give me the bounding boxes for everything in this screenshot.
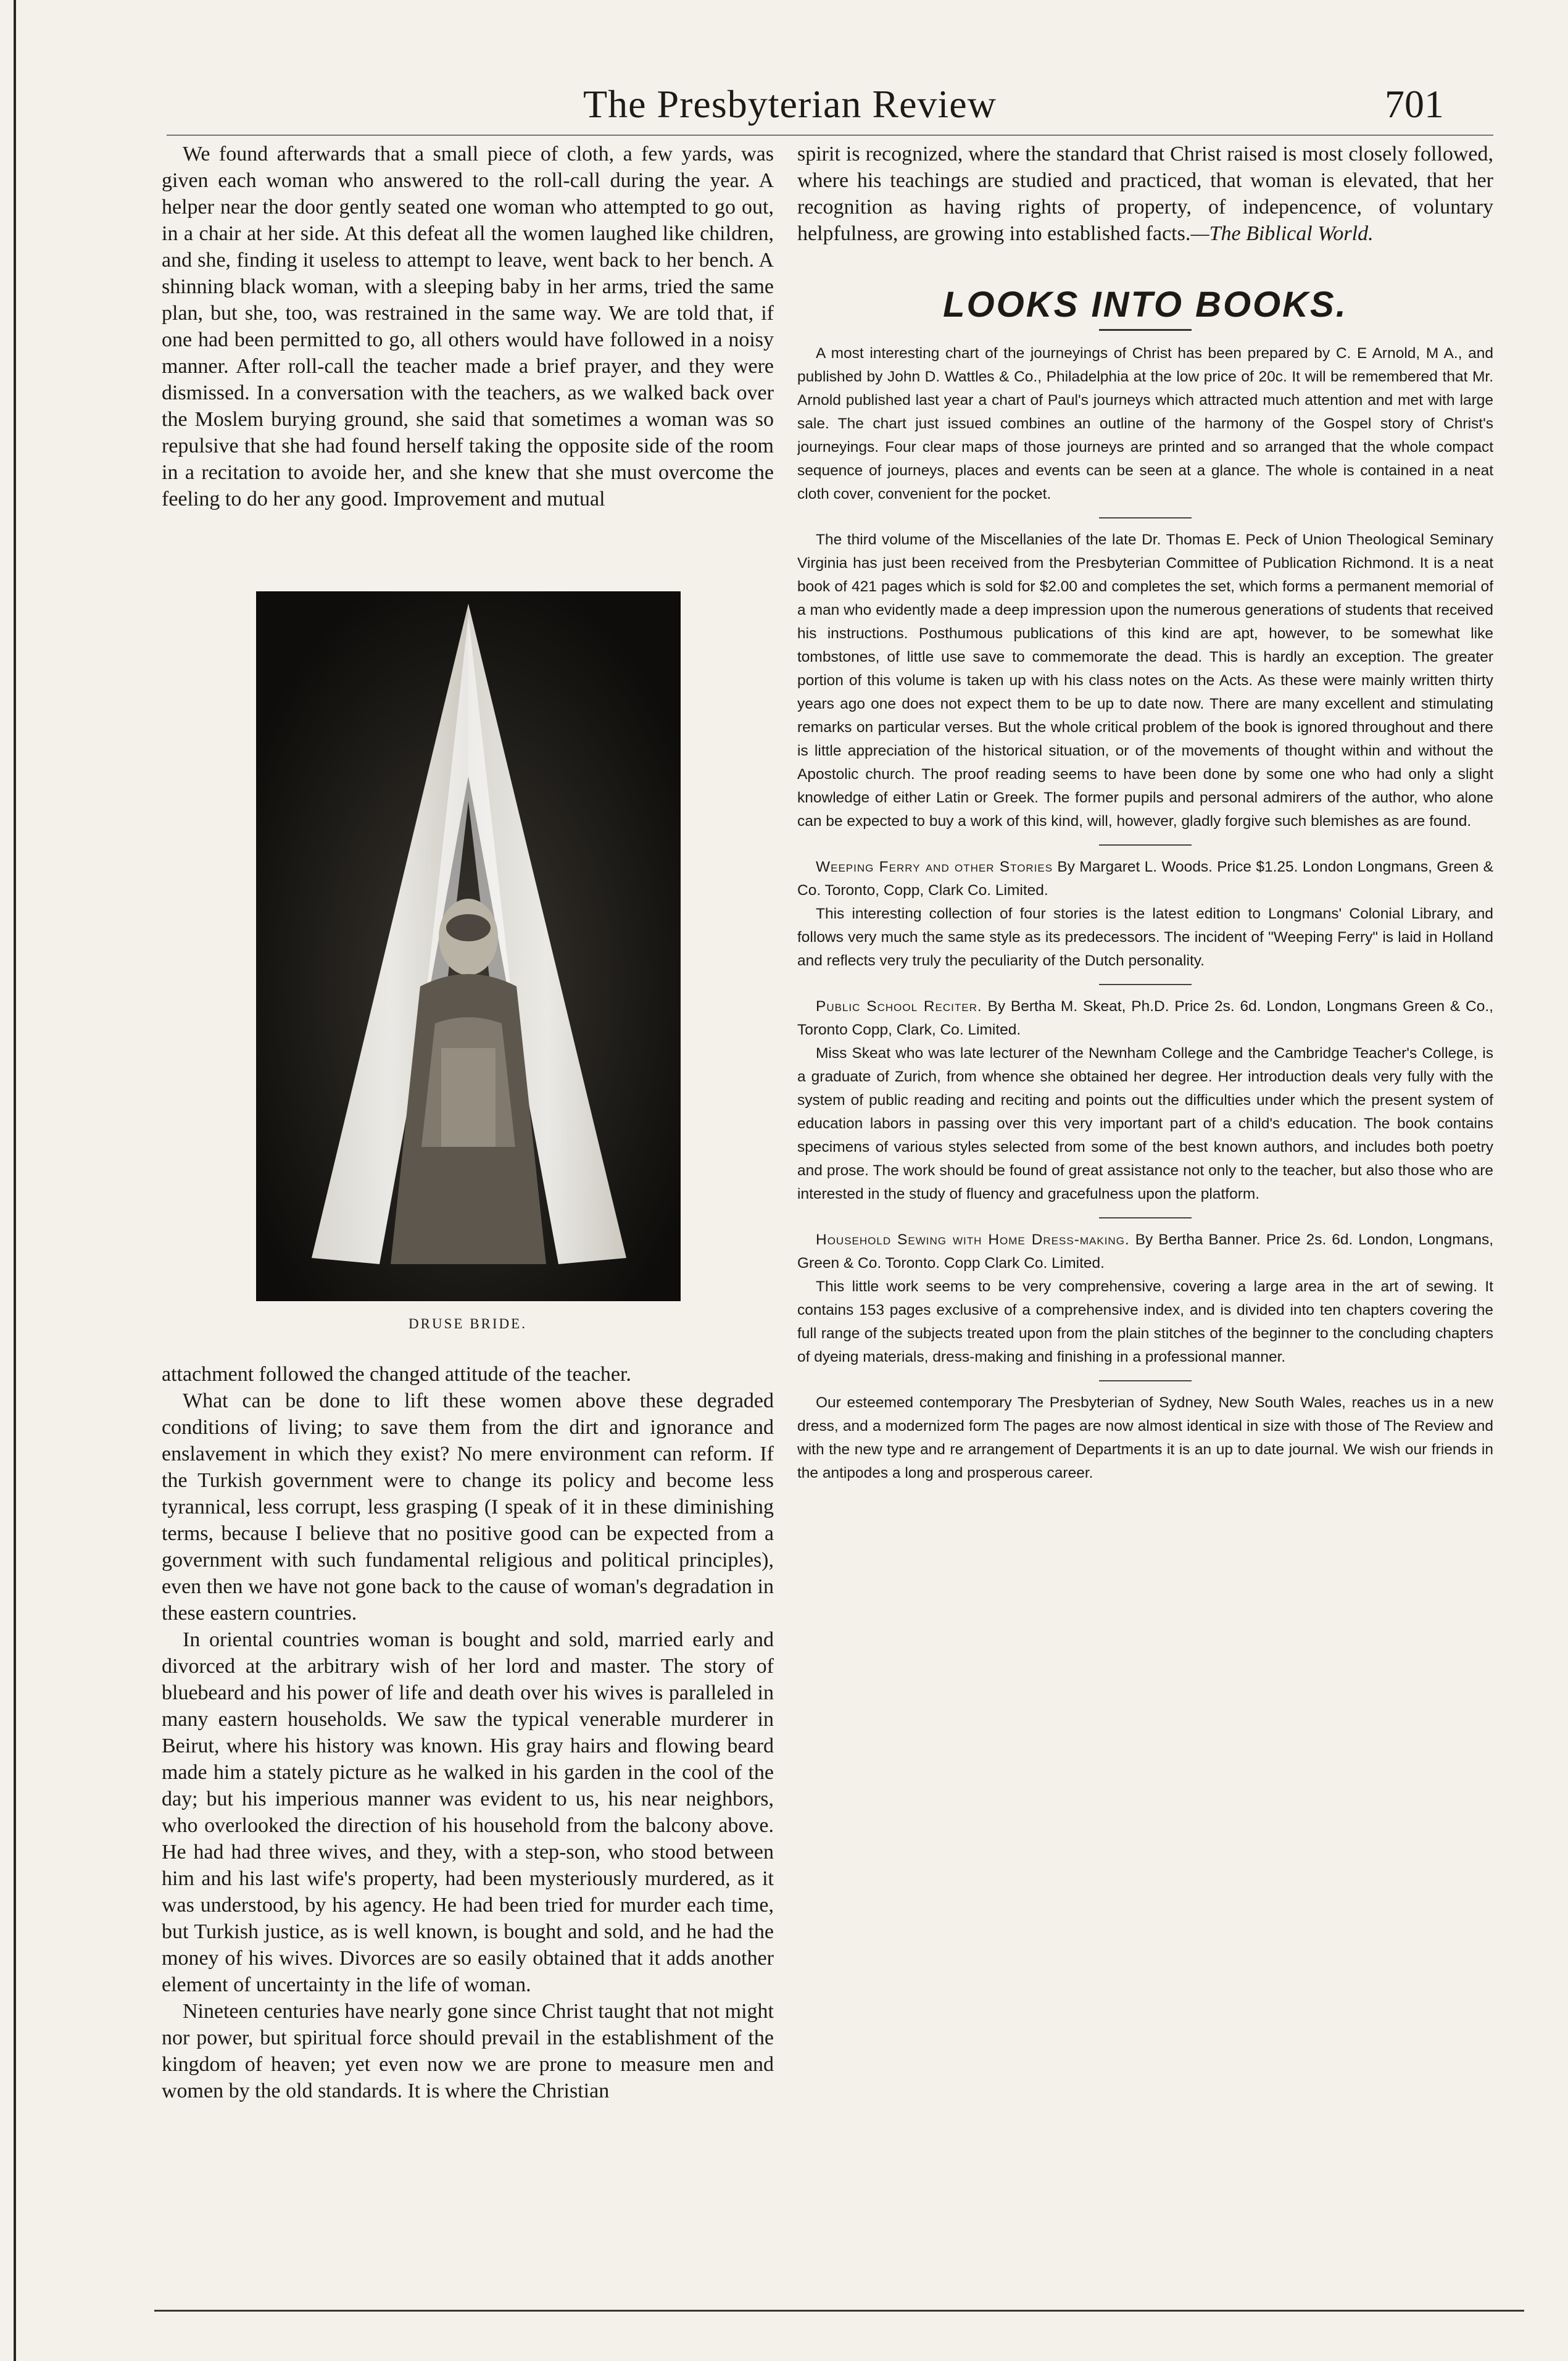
right-column bbox=[797, 141, 1493, 1485]
review-1: A most interesting chart of the journeyings of Christ has been prepared by C. E Arnold, M A., and published by John D. Wattles & Co., Philadelphia at the low price of 20c. It will be remembered that Mr. Arnold published last year a chart of Paul's journeys which attracted much attention and met with large sale. The chart just issued combines an outline of the harmony of the Gospel story of Christ's journeyings. Four clear maps of those journeys are printed and so arranged that the whole compact sequence of journeys, places and events can be seen at a glance. The whole is contained in a neat cloth cover, convenient for the pocket. bbox=[797, 345, 1493, 502]
photo-illustration bbox=[256, 591, 681, 1301]
druse-bride-photo bbox=[256, 591, 681, 1301]
left-paragraph-1: We found afterwards that a small piece of cloth, a few yards, was given each woman who answered to the roll-call during the year. A helper near the door gently seated one woman who attempted to go out, in a chair at her side. At this defeat all the women laughed like children, and she, finding it useless to attempt to leave, went back to her bench. A shinning black woman, with a sleeping baby in her arms, tried the same plan, but she, too, was restrained in the same way. We are told that, if one had been permitted to go, all others would have followed in a noisy manner. After roll-call the teacher made a brief prayer, and they were dismissed. In a conversation with the teachers, as we walked back over the Moslem burying ground, she said that sometimes a woman was so repulsive that she had found herself taking the opposite side of the room in a recitation to avoide her, and she knew that she must overcome the feeling to do her any good. Improvement and mutual bbox=[162, 143, 774, 510]
section-heading: LOOKS INTO BOOKS. bbox=[943, 285, 1348, 325]
review-2: The third volume of the Miscellanies of the late Dr. Thomas E. Peck of Union Theological Seminary Virginia has just been received from the Presbyterian Committee of Publication Richmond. It is a neat book of 421 pages which is sold for $2.00 and completes the set, which forms a permanent memorial of a man who evidently made a deep impression upon the numerous generations of students that received his instructions. Posthumous publications of this kind are apt, however, to be somewhat like tombstones, of little use save to commemorate the dead. This is hardly an exception. The greater portion of this volume is taken up with his class notes on the Acts. As these were mainly written thirty years ago one does not expect them to be up to date now. There are many excellent and stimulating remarks on particular verses. But the whole critical problem of the book is ignored throughout and there is little appreciation of the historical situation, or of the movements of thought within and without the Apostolic church. The proof reading seems to have been done by some one who had only a slight knowledge of either Latin or Greek. The former pupils and personal admirers of the author, who alone can be expected to buy a work of this kind, will, however, gladly forgive such blemishes as are found. bbox=[797, 531, 1493, 830]
separator-rule bbox=[1099, 984, 1192, 985]
review-6: Our esteemed contemporary The Presbyterian of Sydney, New South Wales, reaches us in a new dress, and a modernized form The pages are now almost identical in size with those of The Review and with the new type and re arrangement of Departments it is an up to date journal. We wish our friends in the antipodes a long and prosperous career. bbox=[797, 1394, 1493, 1481]
page-number: 701 bbox=[1385, 82, 1444, 126]
separator-rule bbox=[1099, 844, 1192, 846]
continued-text: spirit is recognized, where the standard that Christ raised is most closely followed, where his teachings are studied and practiced, that woman is elevated, that her recognition as having rights of property, of indepencence, of voluntary helpfulness, are growing into established facts. bbox=[797, 143, 1493, 245]
review-3-heading bbox=[797, 856, 1493, 902]
review-3-body: This interesting collection of four stories is the latest edition to Longmans' Colonial Library, and follows very much the same style as its predecessors. The incident of "Weeping Ferry" is laid in Holland and reflects very truly the peculiarity of the Dutch personality. bbox=[797, 906, 1493, 969]
heading-rule bbox=[1099, 329, 1192, 331]
review-5-title: Household Sewing with Home Dress-making. bbox=[816, 1231, 1130, 1248]
review-3-title: Weeping Ferry and other Stories bbox=[816, 859, 1053, 875]
figure-caption: DRUSE BRIDE. bbox=[409, 1316, 527, 1331]
left-paragraph-5: Nineteen centuries have nearly gone since Christ taught that not might nor power, but spiritual force should prevail in the establishment of the kingdom of heaven; yet even now we are prone to measure men and women by the old standards. It is where the Christian bbox=[162, 2000, 774, 2102]
left-paragraph-3: What can be done to lift these women above these degraded conditions of living; to save them from the dirt and ignorance and enslavement in which they exist? No mere environment can reform. If the Turkish government were to change its policy and become less tyrannical, less corrupt, less grasping (I speak of it in these diminishing terms, because I believe that no positive good can be expected from a government with such fundamental religious and political principles), even then we have not gone back to the cause of woman's degradation in these eastern countries. bbox=[162, 1389, 774, 1625]
running-head: The Presbyterian Review bbox=[583, 82, 997, 126]
review-4-heading bbox=[797, 995, 1493, 1042]
review-4-title: Public School Reciter. bbox=[816, 998, 982, 1015]
review-4-biblio: By Bertha M. Skeat, Ph.D. Price 2s. 6d. London, Longmans Green & Co., Toronto Copp, Clark, Co. Limited. bbox=[797, 998, 1493, 1038]
left-paragraph-4: In oriental countries woman is bought and sold, married early and divorced at the arbitrary wish of her lord and master. The story of bluebeard and his power of life and death over his wives is paralleled in many eastern households. We saw the typical venerable murderer in Beirut, where his history was known. His gray hairs and flowing beard made him a stately picture as he walked in his garden in the cool of the day; but his imperious manner was evident to us, his near neighbors, who overlooked the direction of his household from the balcony above. He had had three wives, and they, with a step-son, who stood between him and his last wife's property, had been mysteriously murdered, as it was understood, by his agency. He had been tried for murder each time, but Turkish justice, as is well known, is bought and sold, and he had the money of his wives. Divorces are so easily obtained that it adds another element of uncertainty in the life of woman. bbox=[162, 1628, 774, 1996]
separator-rule bbox=[1099, 1217, 1192, 1218]
left-column-bottom bbox=[162, 1361, 774, 2182]
review-3-biblio: By Margaret L. Woods. Price $1.25. London Longmans, Green & Co. Toronto, Copp, Clark Co. Limited. bbox=[797, 859, 1493, 899]
left-column-top bbox=[162, 141, 774, 512]
review-5-biblio: By Bertha Banner. Price 2s. 6d. London, Longmans, Green & Co. Toronto. Copp Clark Co. Limited. bbox=[797, 1231, 1493, 1272]
separator-rule bbox=[1099, 517, 1192, 518]
bottom-rule bbox=[154, 2310, 1524, 2312]
review-5-body: This little work seems to be very comprehensive, covering a large area in the art of sewing. It contains 153 pages exclusive of a comprehensive index, and is divided into ten chapters covering the full range of the subjects treated upon from the plain stitches of the beginner to the concluding chapters of dyeing materials, dress-making and finishing in a professional manner. bbox=[797, 1278, 1493, 1365]
review-4-body: Miss Skeat who was late lecturer of the Newnham College and the Cambridge Teacher's College, is a graduate of Zurich, from whence she obtained her degree. Her introduction deals very fully with the system of public reading and reciting and points out the difficulties under which the present system of education labors in passing over this very important part of a child's education. The book contains specimens of various styles selected from some of the best known authors, and includes both poetry and prose. The work should be found of great assistance not only to the teacher, but also those who are interested in the study of fluency and gracefulness upon the platform. bbox=[797, 1045, 1493, 1202]
review-5-heading bbox=[797, 1228, 1493, 1275]
separator-rule bbox=[1099, 1380, 1192, 1381]
header-rule bbox=[167, 135, 1493, 136]
continued-source: —The Biblical World. bbox=[1190, 222, 1374, 245]
left-paragraph-2: attachment followed the changed attitude of the teacher. bbox=[162, 1363, 631, 1386]
binding-edge-line bbox=[14, 0, 16, 2361]
right-continued-paragraph bbox=[797, 141, 1493, 247]
